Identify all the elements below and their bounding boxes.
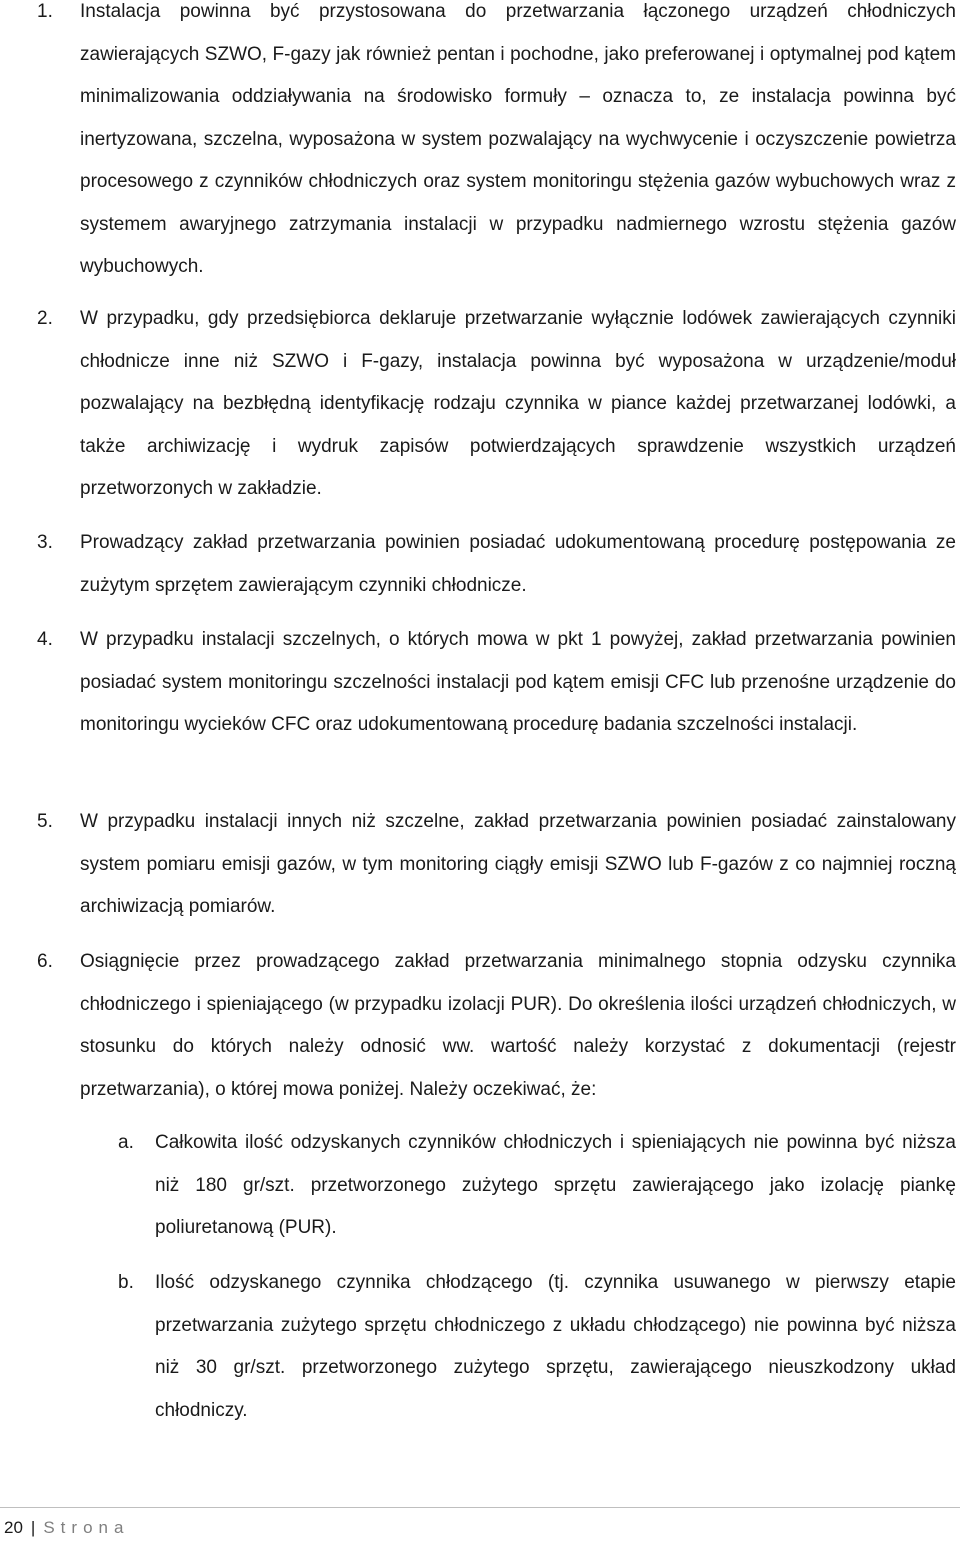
list-item-number: 4. xyxy=(37,629,53,650)
list-item-number: 3. xyxy=(37,532,53,553)
sub-list-item-letter: a. xyxy=(118,1132,134,1153)
list-item-number: 6. xyxy=(37,951,53,972)
footer-divider xyxy=(0,1507,960,1508)
list-item-text: Instalacja powinna być przystosowana do przetwarzania łączonego urządzeń chłodniczych zawierających SZWO, F-gazy jak również pentan i pochodne, jako preferowanej i optymalnej pod kątem minimalizowania oddziaływania na środowisko formuły – oznacza to, ze instalacja powinna być inertyzowana, szczelna, wyposażona w system pozwalający na wychwycenie i oczyszczenie powietrza procesowego z czynników chłodniczych oraz system monitoringu stężenia gazów wybuchowych wraz z systemem awaryjnego zatrzymania instalacji w przypadku nadmiernego wzrostu stężenia gazów wybuchowych. xyxy=(80,1,956,277)
list-item-number: 1. xyxy=(37,1,53,22)
sub-list-item-letter: b. xyxy=(118,1272,134,1293)
sub-list-item-text: Całkowita ilość odzyskanych czynników chłodniczych i spieniających nie powinna być niższa niż 180 gr/szt. przetworzonego zużytego sprzętu zawierającego jako izolację piankę poliuretanową (PUR). xyxy=(155,1132,956,1238)
list-item-text: W przypadku, gdy przedsiębiorca deklaruje przetwarzanie wyłącznie lodówek zawierających czynniki chłodnicze inne niż SZWO i F-gazy, instalacja powinna być wyposażona w urządzenie/moduł pozwalający na bezbłędną identyfikację rodzaju czynnika w piance każdej przetwarzanej lodówki, a także archiwizację i wydruk zapisów potwierdzających sprawdzenie wszystkich urządzeń przetworzonych w zakładzie. xyxy=(80,308,956,499)
list-item-text: W przypadku instalacji innych niż szczelne, zakład przetwarzania powinien posiadać zainstalowany system pomiaru emisji gazów, w tym monitoring ciągły emisji SZWO lub F-gazów z co najmniej roczną archiwizacją pomiarów. xyxy=(80,811,956,917)
page-number: 20 xyxy=(4,1518,23,1537)
list-item-text: Prowadzący zakład przetwarzania powinien posiadać udokumentowaną procedurę postępowania ze zużytym sprzętem zawierającym czynniki chłodnicze. xyxy=(80,532,956,596)
list-item-number: 5. xyxy=(37,811,53,832)
page-footer xyxy=(4,1517,129,1539)
footer-separator: | xyxy=(30,1518,36,1537)
list-item-text: Osiągnięcie przez prowadzącego zakład przetwarzania minimalnego stopnia odzysku czynnika chłodniczego i spieniającego (w przypadku izolacji PUR). Do określenia ilości urządzeń chłodniczych, w stosunku do których należy odnosić ww. wartość należy korzystać z dokumentacji (rejestr przetwarzania), o której mowa poniżej. Należy oczekiwać, że: xyxy=(80,951,956,1100)
sub-list-item-text: Ilość odzyskanego czynnika chłodzącego (tj. czynnika usuwanego w pierwszy etapie przetwarzania zużytego sprzętu chłodniczego z układu chłodzącego) nie powinna być niższa niż 30 gr/szt. przetworzonego zużytego sprzętu, zawierającego nieuszkodzony układ chłodniczy. xyxy=(155,1272,956,1421)
page-label: Strona xyxy=(43,1518,130,1537)
list-item-text: W przypadku instalacji szczelnych, o których mowa w pkt 1 powyżej, zakład przetwarzania powinien posiadać system monitoringu szczelności instalacji pod kątem emisji CFC lub przenośne urządzenie do monitoringu wycieków CFC oraz udokumentowaną procedurę badania szczelności instalacji. xyxy=(80,629,956,735)
list-item-number: 2. xyxy=(37,308,53,329)
